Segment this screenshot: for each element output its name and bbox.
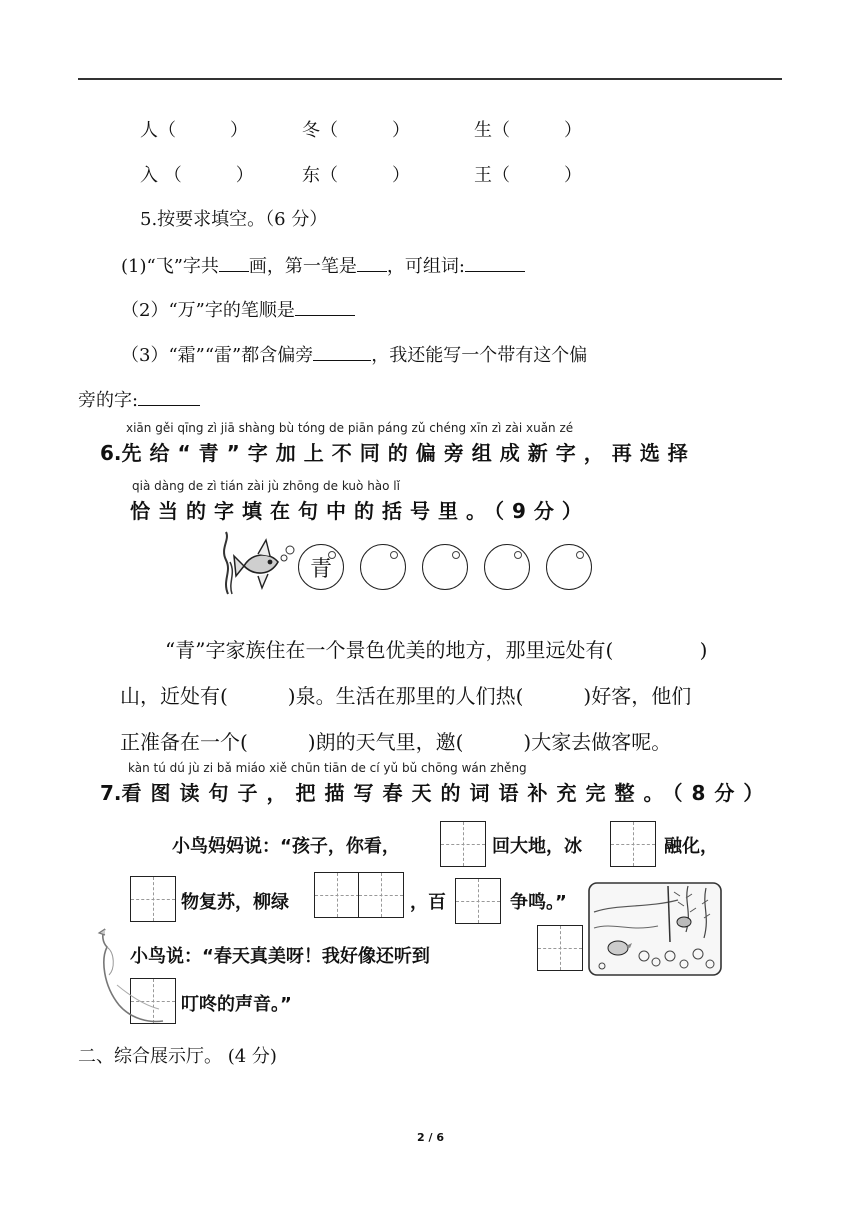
q7-sentence2-b: ，百 xyxy=(410,892,446,913)
q7-number: 7. xyxy=(100,781,122,805)
q7-grid-5[interactable] xyxy=(455,878,501,924)
q5-item2 xyxy=(121,296,355,322)
q5-blank-first-stroke[interactable] xyxy=(357,271,387,272)
q5-item1-text-c: ，可组词: xyxy=(386,256,465,277)
q7-sentence2-c: 争鸣。” xyxy=(510,892,567,913)
q5-item3-text-a: （3）“霜”“雷”都含偏旁 xyxy=(121,345,314,366)
char-paren-ru: 入 （ ） xyxy=(140,165,254,186)
q6-paragraph-line1: “青”字家族住在一个景色优美的地方，那里远处有( ) xyxy=(165,638,708,662)
bubble-blank-3[interactable] xyxy=(484,544,530,590)
fish-illustration xyxy=(218,530,298,596)
q6-pinyin-line1: xiān gěi qīng zì jiā shàng bù tóng de piān páng zǔ chéng xīn zì zài xuǎn zé xyxy=(126,421,574,435)
q7-grid-2[interactable] xyxy=(610,821,656,867)
q7-sentence4: 叮咚的声音。” xyxy=(181,994,292,1015)
q6-instruction-2: 恰当的字填在句中的括号里。（9分） xyxy=(130,499,590,523)
page-number: 2 / 6 xyxy=(417,1131,444,1144)
q7-sentence2-a: 物复苏，柳绿 xyxy=(181,892,289,913)
bubble-blank-4[interactable] xyxy=(546,544,592,590)
q5-item2-text: （2）“万”字的笔顺是 xyxy=(121,300,295,321)
q6-line1 xyxy=(100,437,696,466)
q6-number: 6. xyxy=(100,441,122,465)
q7-sentence3: 小鸟说：“春天真美呀！我好像还听到 xyxy=(130,946,430,967)
char-paren-sheng: 生（ ） xyxy=(474,120,582,141)
q5-title: 5.按要求填空。（6 分） xyxy=(140,209,328,230)
bubble-blank-2[interactable] xyxy=(422,544,468,590)
bubble-qing xyxy=(298,544,344,590)
q7-grid-4b[interactable] xyxy=(358,872,404,918)
q6-instruction-1: 先给“青”字加上不同的偏旁组成新字，再选择 xyxy=(121,441,696,465)
q5-item3 xyxy=(121,341,587,367)
q5-blank-char[interactable] xyxy=(138,405,200,406)
q6-pinyin-line2: qià dàng de zì tián zài jù zhōng de kuò hào lǐ xyxy=(132,479,400,493)
section-2-heading: 二、综合展示厅。 (4 分) xyxy=(78,1046,277,1067)
q5-item1-text-b: 画，第一笔是 xyxy=(248,256,357,277)
q5-item1 xyxy=(121,252,525,278)
q5-item3-text-b: ，我还能写一个带有这个偏 xyxy=(371,345,588,366)
q5-blank-strokes[interactable] xyxy=(219,271,249,272)
bird-decoration-illustration xyxy=(97,925,167,1025)
q7-sentence1-b: 回大地，冰 xyxy=(492,836,582,857)
q5-blank-word[interactable] xyxy=(465,271,525,272)
char-paren-dong-winter: 冬（ ） xyxy=(302,120,410,141)
q5-item3-cont xyxy=(78,386,200,412)
q5-item1-text-a: (1)“飞”字共 xyxy=(121,256,219,277)
q6-paragraph-line3: 正准备在一个( )朗的天气里，邀( )大家去做客呢。 xyxy=(120,730,672,754)
q7-sentence1-a: 小鸟妈妈说：“孩子，你看， xyxy=(172,836,400,857)
q5-blank-radical[interactable] xyxy=(313,360,371,361)
q7-pinyin: kàn tú dú jù zi bǎ miáo xiě chūn tiān de cí yǔ bǔ chōng wán zhěng xyxy=(128,761,527,775)
char-paren-ren: 人（ ） xyxy=(140,120,248,141)
q5-item3-text-c: 旁的字: xyxy=(78,390,139,411)
q7-grid-3[interactable] xyxy=(130,876,176,922)
spring-scene-illustration xyxy=(588,882,722,976)
q7-sentence1-c: 融化， xyxy=(664,836,718,857)
q7-grid-1[interactable] xyxy=(440,821,486,867)
header-rule xyxy=(78,78,782,80)
q7-line xyxy=(100,777,772,806)
char-paren-dong-east: 东（ ） xyxy=(302,165,410,186)
q7-instruction: 看图读句子，把描写春天的词语补充完整。（8分） xyxy=(121,781,773,805)
q7-grid-4a[interactable] xyxy=(314,872,360,918)
bubble-qing-char: 青 xyxy=(309,556,332,582)
bubble-blank-1[interactable] xyxy=(360,544,406,590)
q6-paragraph-line2: 山，近处有( )泉。生活在那里的人们热( )好客，他们 xyxy=(120,684,692,708)
q7-grid-6[interactable] xyxy=(537,925,583,971)
q6-line2 xyxy=(130,495,590,524)
char-paren-wang: 王（ ） xyxy=(474,165,582,186)
q5-blank-stroke-order[interactable] xyxy=(295,315,355,316)
